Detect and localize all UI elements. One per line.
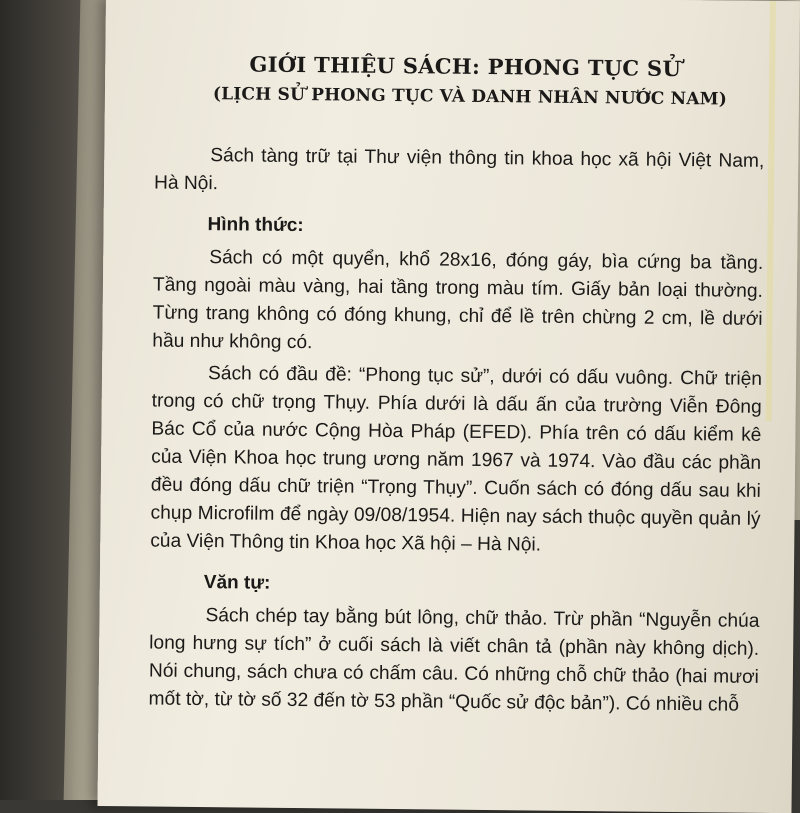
form-paragraph-2: Sách có đầu đề: “Phong tục sử”, dưới có dấu vuông. Chữ triện trong có chữ trọng Thụy. Phía dưới là dấu ấn của trường Viễn Đông Bác Cổ của nước Cộng Hòa Pháp (EFED). Phía trên có dấu kiểm kê của Viện Khoa học trung ương năm 1967 và 1974. Vào đầu các phần đều đóng dấu chữ triện “Trọng Thụy”. Cuốn sách có đóng dấu sau khi chụp Microfilm để ngày 09/08/1954. Hiện nay sách thuộc quyền quản lý của Viện Thông tin Khoa học Xã hội – Hà Nội.: [150, 363, 763, 556]
page-subtitle: (LỊCH SỬ PHONG TỤC VÀ DANH NHÂN NƯỚC NAM): [212, 84, 728, 110]
page-title: GIỚI THIỆU SÁCH: PHONG TỤC SỬ: [249, 51, 682, 82]
page-edge-stain: [766, 1, 776, 421]
section-heading-form: Hình thức:: [207, 214, 304, 237]
page-text-block: [148, 51, 765, 720]
book-page: [97, 0, 799, 813]
section-heading-text: Văn tự:: [203, 572, 271, 594]
intro-paragraph: Sách tàng trữ tại Thư viện thông tin khoa học xã hội Việt Nam, Hà Nội.: [153, 145, 765, 195]
text-paragraph-1: Sách chép tay bằng bút lông, chữ thảo. Trừ phần “Nguyễn chúa long hưng sự tích” ở cuối sách là viết chân tả (phần này không dịch). Nói chung, sách chưa có chấm câu. Có những chỗ chữ thảo (hai mươi mốt tờ, từ tờ số 32 đến tờ 53 phần “Quốc sử độc bản”). Có nhiều chỗ: [148, 605, 760, 716]
form-paragraph-1: Sách có một quyển, khổ 28x16, đóng gáy, bìa cứng ba tầng. Tầng ngoài màu vàng, hai tầng trong màu tím. Giấy bản loại thường. Từng trang không có đóng khung, chỉ để lề trên chừng 2 cm, lề dưới hầu như không có.: [152, 247, 764, 354]
